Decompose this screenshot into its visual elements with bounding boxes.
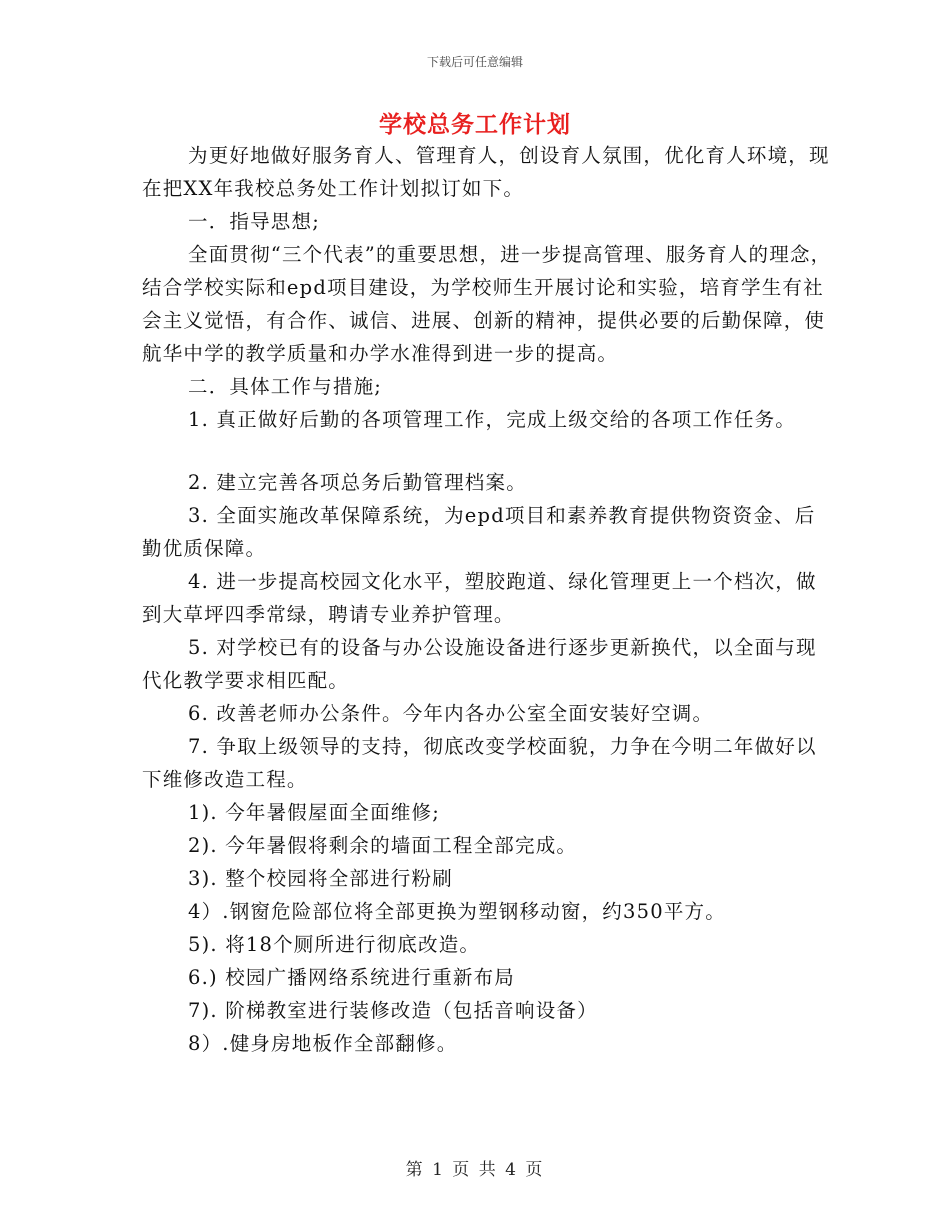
list-item-5: 5. 对学校已有的设备与办公设施设备进行逐步更新换代，以全面与现代化教学要求相匹配。 (142, 636, 817, 692)
heading-measures: 二．具体工作与措施; (188, 375, 383, 398)
page-number-footer: 第 1 页 共 4 页 (405, 1160, 545, 1180)
sub-item-3: 3). 整个校园将全部进行粉刷 (188, 867, 453, 890)
header-note: 下载后可任意编辑 (426, 55, 523, 69)
list-item-1: 1. 真正做好后勤的各项管理工作，完成上级交给的各项工作任务。 (188, 408, 797, 431)
sub-item-2: 2). 今年暑假将剩余的墙面工程全部完成。 (188, 834, 578, 857)
sub-item-6: 6.) 校园广播网络系统进行重新布局 (188, 966, 516, 989)
list-item-3: 3. 全面实施改革保障系统，为epd项目和素养教育提供物资资金、后勤优质保障。 (142, 504, 816, 560)
paragraph-intro: 为更好地做好服务育人、管理育人，创设育人氛围，优化育人环境，现在把XX年我校总务处工作计划拟订如下。 (142, 144, 830, 200)
sub-item-8: 8）.健身房地板作全部翻修。 (188, 1032, 458, 1055)
spacer (142, 436, 832, 466)
list-item-4: 4. 进一步提高校园文化水平，塑胶跑道、绿化管理更上一个档次，做到大草坪四季常绿，聘请专业养护管理。 (142, 570, 817, 626)
document-body (142, 139, 832, 1060)
sub-item-7: 7). 阶梯教室进行装修改造（包括音响设备） (188, 999, 598, 1022)
sub-item-1: 1). 今年暑假屋面全面维修; (188, 801, 440, 824)
sub-item-5: 5). 将18个厕所进行彻底改造。 (188, 933, 481, 956)
paragraph-guiding-ideas: 全面贯彻“三个代表”的重要思想，进一步提高管理、服务育人的理念，结合学校实际和epd项目建设，为学校师生开展讨论和实验，培育学生有社会主义觉悟，有合作、诚信、进展、创新的精神，提供必要的后勤保障，使航华中学的教学质量和办学水准得到进一步的提高。 (142, 243, 832, 365)
sub-item-4: 4）.钢窗危险部位将全部更换为塑钢移动窗，约350平方。 (188, 900, 726, 923)
list-item-7: 7. 争取上级领导的支持，彻底改变学校面貌，力争在今明二年做好以下维修改造工程。 (142, 735, 817, 791)
list-item-6: 6. 改善老师办公条件。今年内各办公室全面安装好空调。 (188, 702, 714, 725)
document-title: 学校总务工作计划 (379, 112, 571, 138)
heading-guiding-ideas: 一．指导思想; (188, 210, 320, 233)
list-item-2: 2. 建立完善各项总务后勤管理档案。 (188, 471, 527, 494)
